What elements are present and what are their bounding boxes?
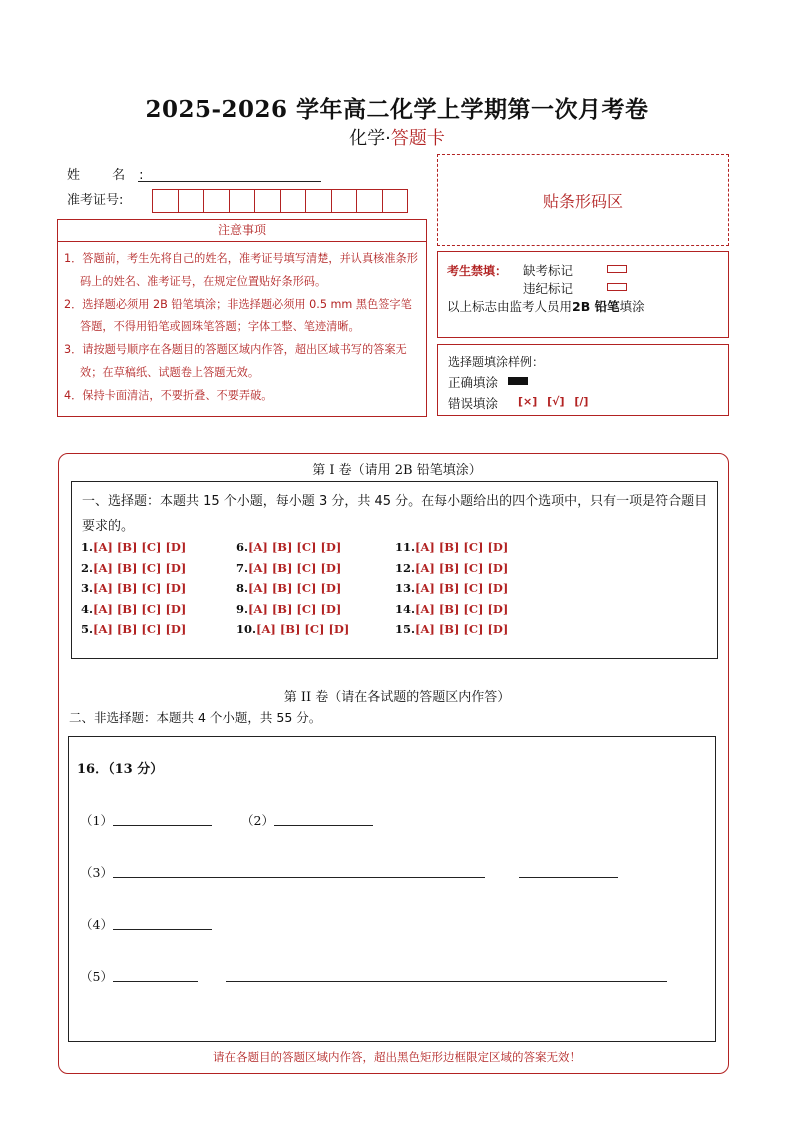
absent-label: 缺考标记 [523, 263, 574, 278]
question-number: 14. [395, 601, 416, 616]
notice-heading: 注意事项 [57, 219, 427, 242]
name-field[interactable] [138, 181, 321, 182]
choice-question-4[interactable] [81, 602, 186, 616]
question-number: 15. [395, 622, 416, 636]
part1-heading: 第 I 卷（请用 2B 铅笔填涂） [312, 463, 482, 478]
question-16-box [68, 736, 716, 1042]
answer-blank-1[interactable] [113, 825, 212, 826]
choice-question-6[interactable] [236, 540, 341, 554]
exam-id-digit-box[interactable] [203, 189, 230, 213]
exam-id-digit-box[interactable] [152, 189, 179, 213]
choice-options[interactable]: [A] [B] [C] [D] [93, 540, 187, 554]
question-number: 10. [236, 622, 257, 636]
proctor-note-prefix: 以上标志由监考人员用 [447, 299, 573, 314]
choice-options[interactable]: [A] [B] [C] [D] [415, 560, 509, 575]
notice-list [57, 242, 427, 417]
choice-question-5[interactable] [81, 622, 186, 636]
answer-blank-3b[interactable] [519, 877, 618, 878]
sub-label-4: （4） [80, 917, 113, 932]
part2-heading: 第 II 卷（请在各试题的答题区内作答） [283, 690, 511, 705]
page-subtitle [0, 124, 794, 150]
choice-options[interactable]: [A] [B] [C] [D] [248, 560, 342, 575]
answer-card-label: 答题卡 [390, 128, 445, 149]
choice-options[interactable]: [A] [B] [C] [D] [415, 540, 509, 554]
part2-instruction: 二、非选择题：本题共 4 个小题，共 55 分。 [69, 710, 322, 725]
correct-fill-mark [508, 377, 528, 385]
absent-mark-box[interactable] [607, 265, 627, 273]
question-number: 6. [236, 540, 249, 554]
question-number: 12. [395, 560, 416, 575]
exam-id-digit-box[interactable] [356, 189, 383, 213]
sub-label-2: （2） [241, 813, 274, 828]
choice-options[interactable]: [A] [B] [C] [D] [248, 581, 342, 595]
choice-question-2[interactable] [81, 561, 186, 575]
choice-options[interactable]: [A] [B] [C] [D] [93, 622, 187, 636]
exam-id-digit-box[interactable] [305, 189, 332, 213]
choice-question-3[interactable] [81, 581, 186, 595]
choice-question-7[interactable] [236, 561, 341, 575]
question-number: 13. [395, 581, 416, 595]
proctor-box [437, 251, 729, 338]
name-label: 姓 名: [67, 168, 158, 183]
choice-question-1[interactable] [81, 540, 186, 554]
correct-fill-label: 正确填涂 [448, 375, 499, 390]
question-number: 4. [81, 601, 94, 616]
notice-item: 3．请按题号顺序在各题目的答题区域内作答，超出区域书写的答案无效；在草稿纸、试题卷上答题无效。 [64, 343, 407, 379]
question-number: 9. [236, 601, 249, 616]
question-number: 1. [81, 540, 94, 554]
question-number: 11. [395, 540, 416, 554]
notice-item: 4．保持卡面清洁，不要折叠、不要弄破。 [64, 388, 273, 402]
proctor-note-suffix: 填涂 [619, 299, 645, 314]
answer-blank-4[interactable] [113, 929, 212, 930]
notice-item: 1．答题前，考生先将自己的姓名，准考证号填写清楚，并认真核准条形码上的姓名、准考证号，在规定位置贴好条形码。 [64, 252, 418, 288]
answer-blank-5b[interactable] [226, 981, 667, 982]
question-number: 2. [81, 560, 94, 575]
proctor-note-bold: 2B 铅笔 [572, 299, 620, 314]
wrong-fill-label: 错误填涂 [448, 396, 499, 411]
exam-id-digit-box[interactable] [382, 189, 409, 213]
choice-question-14[interactable] [395, 602, 508, 616]
footer-warning: 请在各题目的答题区域内作答，超出黑色矩形边框限定区域的答案无效！ [213, 1050, 581, 1064]
barcode-area: 贴条形码区 [437, 154, 729, 246]
choice-options[interactable]: [A] [B] [C] [D] [93, 601, 187, 616]
fill-sample-title: 选择题填涂样例： [448, 355, 545, 369]
notice-item: 2．选择题必须用 2B 铅笔填涂；非选择题必须用 0.5 mm 黑色签字笔答题，不得用铅笔或圆珠笔答题；字体工整、笔迹清晰。 [64, 297, 412, 334]
choice-options[interactable]: [A] [B] [C] [D] [93, 560, 187, 575]
choice-options[interactable]: [A] [B] [C] [D] [248, 540, 342, 554]
choice-question-13[interactable] [395, 581, 508, 595]
question-16-title: 16．（13 分） [77, 762, 164, 777]
question-number: 5. [81, 622, 94, 636]
choice-options[interactable]: [A] [B] [C] [D] [415, 622, 509, 636]
question-number: 7. [236, 560, 249, 575]
exam-id-digit-box[interactable] [254, 189, 281, 213]
answer-blank-2[interactable] [274, 825, 373, 826]
question-number: 8. [236, 581, 249, 595]
sub-label-1: （1） [80, 813, 113, 828]
choice-options[interactable]: [A] [B] [C] [D] [415, 581, 509, 595]
subject-label: 化学· [349, 128, 391, 149]
sub-label-3: （3） [80, 865, 113, 880]
choice-question-9[interactable] [236, 602, 341, 616]
part1-instruction: 一、选择题：本题共 15 个小题，每小题 3 分，共 45 分。在每小题给出的四个选项中，只有一项是符合题目要求的。 [82, 494, 708, 534]
violation-label: 违纪标记 [523, 281, 574, 296]
choice-question-15[interactable] [395, 622, 508, 636]
exam-id-digit-box[interactable] [280, 189, 307, 213]
question-number: 3. [81, 581, 94, 595]
choice-options[interactable]: [A] [B] [C] [D] [415, 601, 509, 616]
exam-id-digit-box[interactable] [178, 189, 205, 213]
exam-id-boxes[interactable] [152, 189, 407, 213]
violation-mark-box[interactable] [607, 283, 627, 291]
page-title: 2025-2026 学年高二化学上学期第一次月考卷 [145, 96, 649, 123]
proctor-note [447, 297, 645, 315]
exam-id-label: 准考证号: [67, 193, 124, 208]
choice-options[interactable]: [A] [B] [C] [D] [93, 581, 187, 595]
choice-question-12[interactable] [395, 561, 508, 575]
fill-sample-box [437, 344, 729, 416]
choice-options[interactable]: [A] [B] [C] [D] [256, 622, 350, 636]
answer-blank-3a[interactable] [113, 877, 485, 878]
choice-question-10[interactable] [236, 622, 349, 636]
sub-label-5: （5） [80, 969, 113, 984]
choice-question-11[interactable] [395, 540, 508, 554]
choice-question-8[interactable] [236, 581, 341, 595]
proctor-title: 考生禁填： [447, 264, 508, 278]
exam-id-digit-box[interactable] [229, 189, 256, 213]
wrong-fill-marks: [×] [√] [/] [518, 395, 589, 408]
answer-blank-5a[interactable] [113, 981, 198, 982]
choice-options[interactable]: [A] [B] [C] [D] [248, 601, 342, 616]
exam-id-digit-box[interactable] [331, 189, 358, 213]
